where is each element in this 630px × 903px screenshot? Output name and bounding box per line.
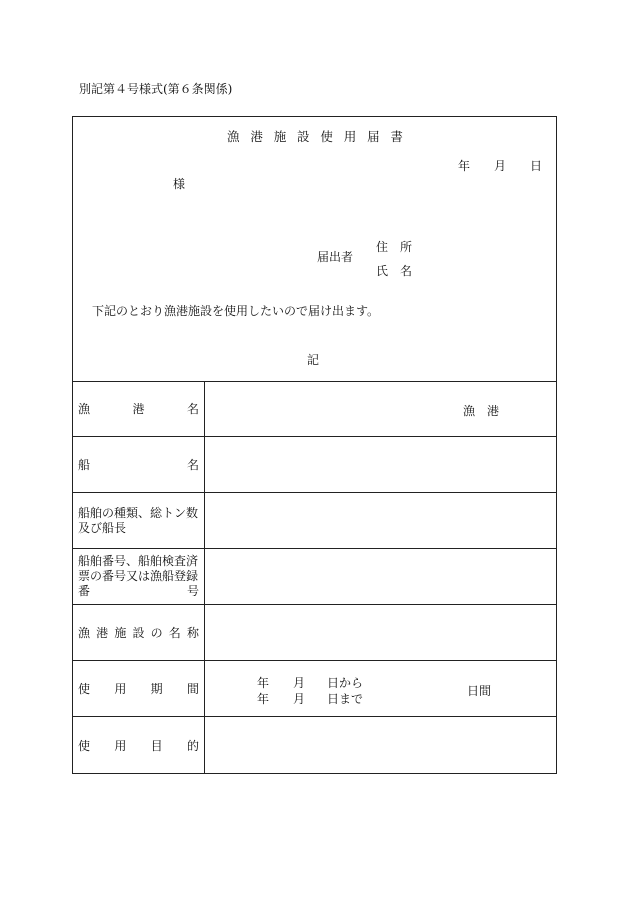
port-suffix-char-1: 港 — [486, 404, 499, 418]
port-suffix-char-0: 漁 — [463, 404, 476, 418]
facility-name-label-char-0: 漁 — [78, 626, 91, 640]
address-label-char-1: 所 — [399, 240, 412, 254]
vessel-name-label — [78, 456, 199, 473]
purpose-label-char-1: 用 — [114, 739, 127, 753]
vessel-number-field[interactable] — [205, 549, 556, 604]
row-vessel-name — [73, 437, 556, 493]
date-month: 月 — [493, 159, 506, 173]
vessel-type-label-2: 及び船長 — [78, 520, 127, 535]
row-vessel-number — [73, 549, 556, 605]
period-field[interactable] — [205, 661, 556, 716]
to-year: 年 — [257, 692, 270, 706]
form-title-char-7: 書 — [390, 129, 403, 144]
application-form — [72, 116, 557, 774]
port-name-label-char-0: 漁 — [78, 402, 91, 416]
facility-name-label-char-5: 名 — [168, 626, 181, 640]
purpose-label — [78, 737, 199, 754]
vessel-type-label-1: 船舶の種類、総トン数 — [78, 505, 199, 520]
to-month: 月 — [293, 692, 306, 706]
addressee-suffix: 様 — [173, 177, 186, 191]
date-day: 日 — [529, 159, 542, 173]
applicant-label: 届出者 — [317, 250, 354, 264]
form-header — [73, 117, 556, 382]
port-name-field[interactable] — [205, 381, 556, 436]
to-day: 日まで — [327, 692, 364, 706]
facility-name-label-char-4: の — [150, 626, 163, 640]
period-label — [78, 680, 199, 697]
port-name-label-char-2: 名 — [186, 402, 199, 416]
port-name-label — [78, 400, 199, 417]
form-title — [227, 127, 403, 145]
address-label — [376, 238, 412, 255]
name-label-char-0: 氏 — [376, 264, 389, 278]
form-title-char-4: 使 — [320, 129, 333, 144]
row-port-name — [73, 381, 556, 437]
from-month: 月 — [293, 676, 306, 690]
vessel-number-label-2: 票の番号又は漁船登録 — [78, 569, 199, 583]
purpose-label-char-3: 的 — [186, 739, 199, 753]
vessel-number-label-3-char-0: 番 — [78, 584, 91, 598]
date-year: 年 — [458, 159, 471, 173]
port-name-label-char-1: 港 — [132, 402, 145, 416]
name-label — [376, 262, 412, 279]
vessel-name-field[interactable] — [205, 437, 556, 492]
purpose-field[interactable] — [205, 717, 556, 774]
purpose-label-char-2: 目 — [150, 739, 163, 753]
form-title-char-1: 港 — [250, 129, 263, 144]
row-period — [73, 661, 556, 717]
date-field[interactable] — [458, 157, 542, 174]
days-label: 日間 — [467, 684, 492, 698]
row-vessel-type — [73, 493, 556, 549]
form-title-char-6: 届 — [367, 129, 380, 144]
port-suffix — [463, 402, 499, 419]
facility-name-label-char-3: 設 — [132, 626, 145, 640]
period-label-char-2: 期 — [150, 682, 163, 696]
vessel-name-label-char-0: 船 — [78, 458, 91, 472]
vessel-name-label-char-1: 名 — [186, 458, 199, 472]
vessel-type-field[interactable] — [205, 493, 556, 548]
row-facility-name — [73, 605, 556, 661]
facility-name-field[interactable] — [205, 605, 556, 660]
facility-name-label-char-1: 港 — [96, 626, 109, 640]
from-day: 日から — [327, 676, 364, 690]
facility-name-label-char-2: 施 — [114, 626, 127, 640]
form-title-char-5: 用 — [343, 129, 357, 144]
vessel-number-label-1: 船舶番号、船舶検査済 — [78, 554, 199, 568]
ki-heading: 記 — [307, 353, 320, 367]
period-label-char-0: 使 — [78, 682, 91, 696]
from-year: 年 — [257, 676, 270, 690]
vessel-number-label-3 — [78, 584, 199, 599]
form-title-char-2: 施 — [273, 129, 287, 144]
address-label-char-0: 住 — [376, 240, 389, 254]
period-label-char-1: 用 — [114, 682, 127, 696]
name-label-char-1: 名 — [399, 264, 412, 278]
form-id: 別記第４号様式(第６条関係) — [79, 82, 233, 96]
vessel-number-label-3-char-1: 号 — [186, 584, 199, 598]
facility-name-label — [78, 624, 199, 641]
body-text: 下記のとおり漁港施設を使用したいので届け出ます。 — [92, 304, 380, 318]
facility-name-label-char-6: 称 — [186, 626, 199, 640]
period-label-char-3: 間 — [186, 682, 199, 696]
form-title-char-0: 漁 — [227, 129, 240, 144]
purpose-label-char-0: 使 — [78, 739, 91, 753]
row-purpose — [73, 717, 556, 774]
form-title-char-3: 設 — [297, 129, 310, 144]
